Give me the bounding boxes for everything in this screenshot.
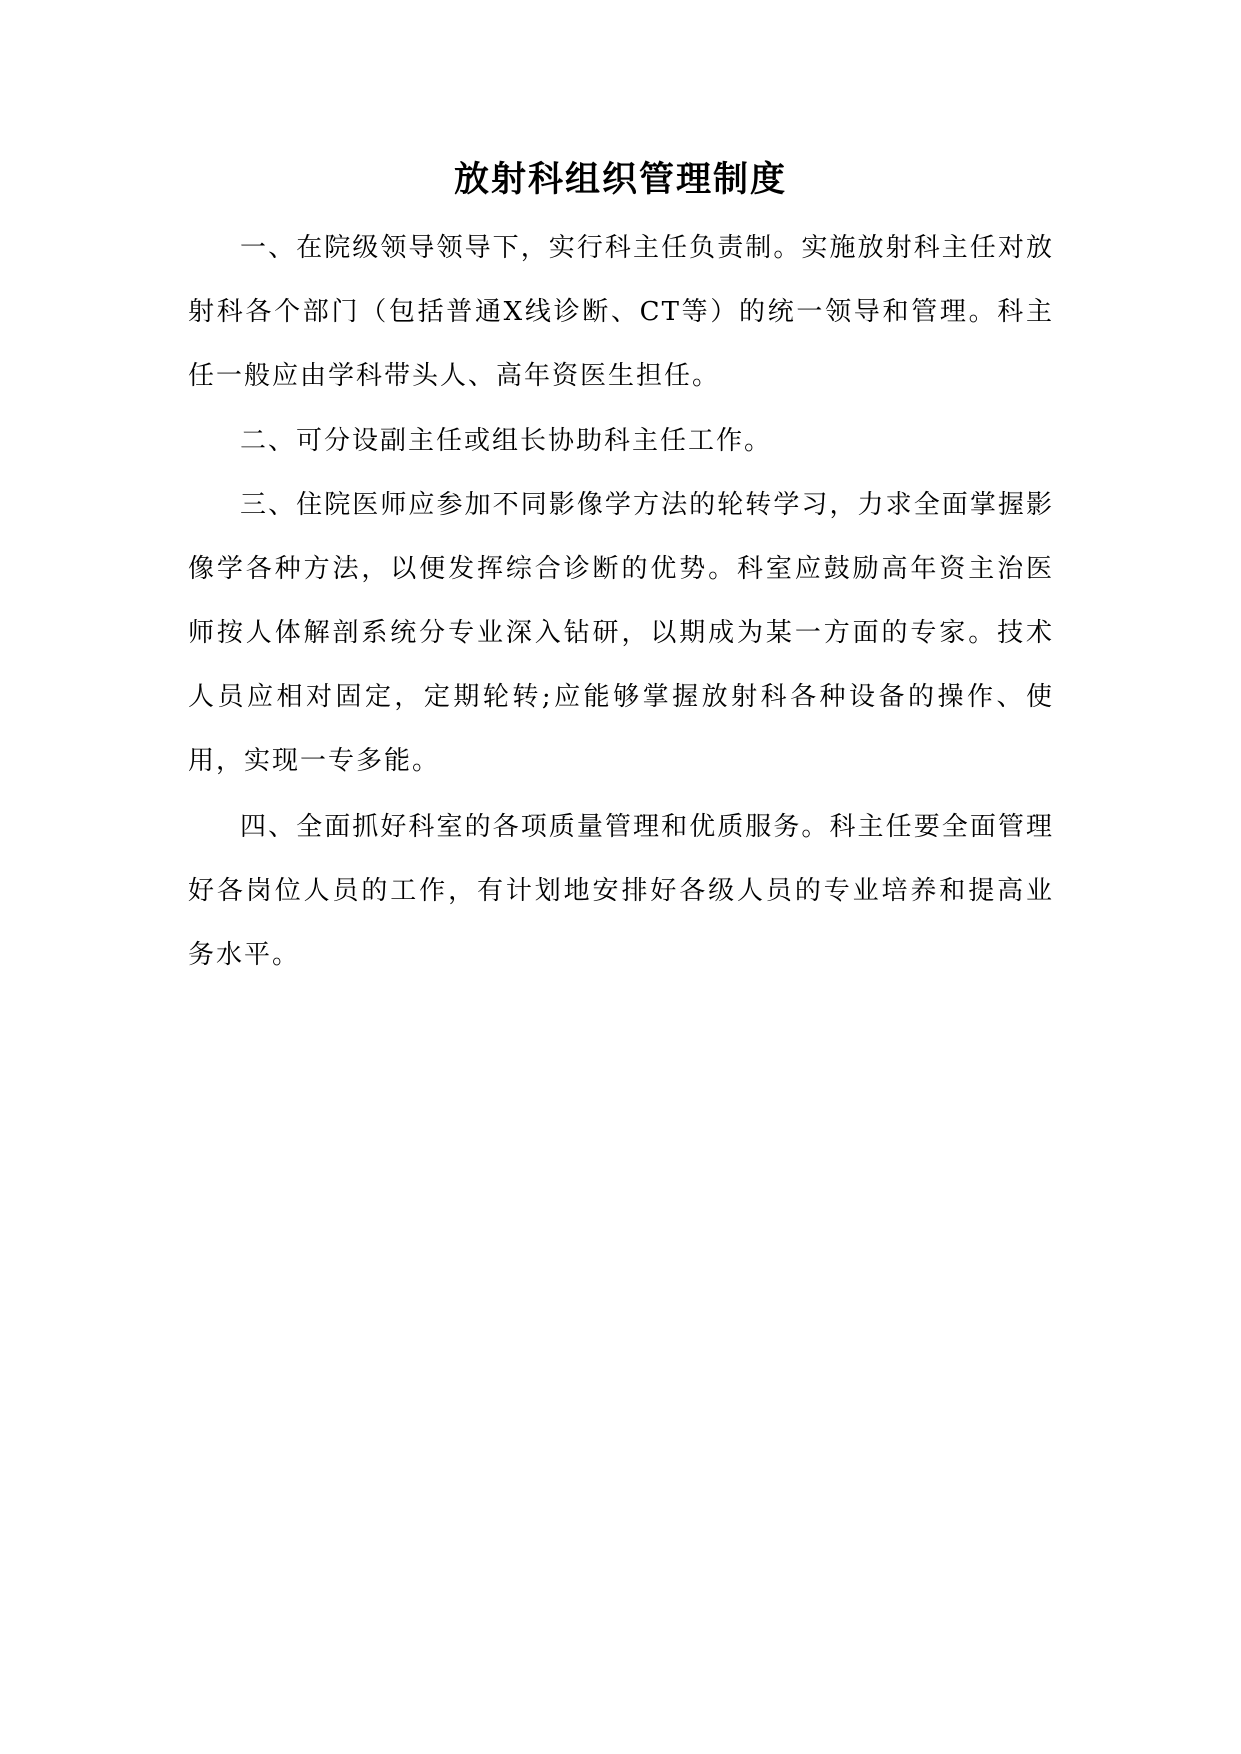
- paragraph-1: 一、在院级领导领导下，实行科主任负责制。实施放射科主任对放射科各个部门（包括普通X线诊断、CT等）的统一领导和管理。科主任一般应由学科带头人、高年资医生担任。: [188, 233, 1054, 391]
- document-title: 放射科组织管理制度: [453, 160, 787, 200]
- paragraph-3: 三、住院医师应参加不同影像学方法的轮转学习，力求全面掌握影像学各种方法，以便发挥综合诊断的优势。科室应鼓励高年资主治医师按人体解剖系统分专业深入钻研，以期成为某一方面的专家。技术人员应相对固定，定期轮转;应能够掌握放射科各种设备的操作、使用，实现一专多能。: [188, 490, 1054, 776]
- paragraph-4: 四、全面抓好科室的各项质量管理和优质服务。科主任要全面管理好各岗位人员的工作，有计划地安排好各级人员的专业培养和提高业务水平。: [188, 812, 1054, 970]
- paragraph-2: 二、可分设副主任或组长协助科主任工作。: [240, 426, 773, 456]
